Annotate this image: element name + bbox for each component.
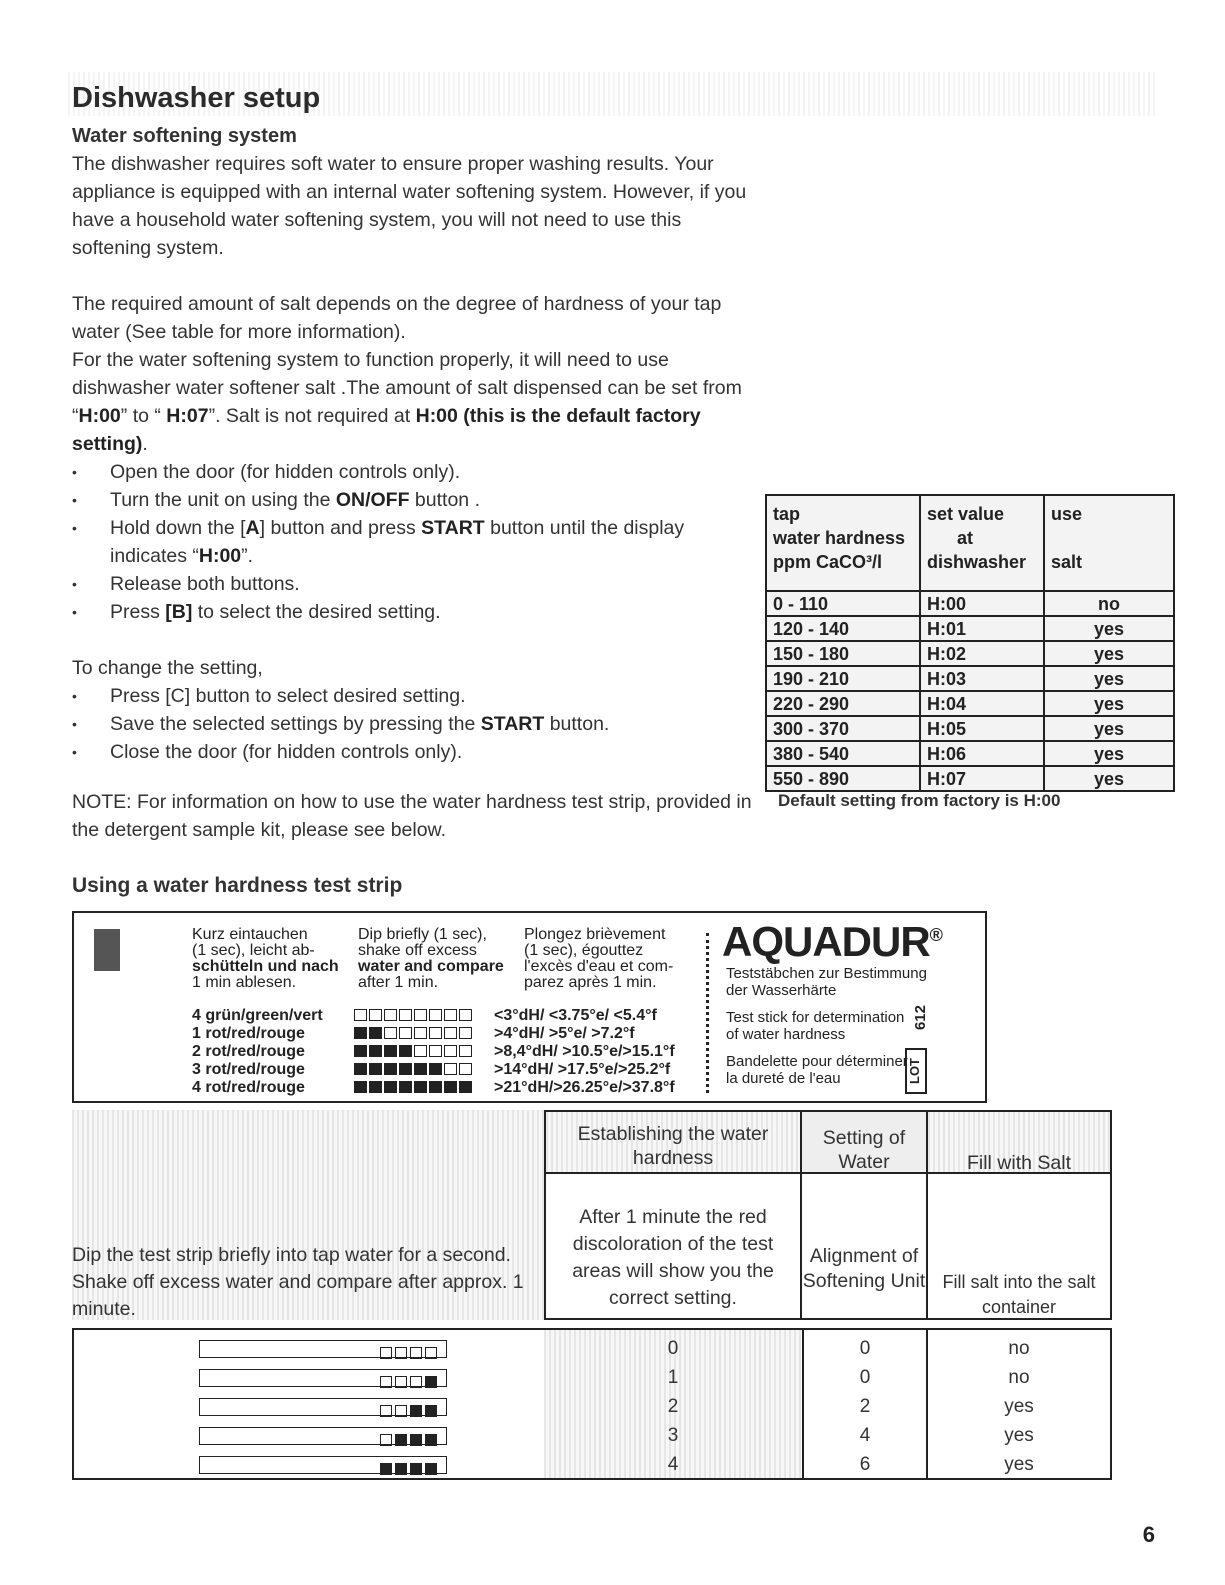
lot-number: 612: [912, 1005, 929, 1031]
hardness-value: 3: [667, 1425, 679, 1446]
salt-table-header: [766, 495, 1174, 591]
strip-pad: [380, 1405, 392, 1417]
intro-text: Dip the test strip briefly into tap water for a second. Shake off excess water and compare after approx. 1 minute.: [72, 1244, 524, 1320]
strip-pad: [395, 1347, 407, 1359]
hardness-range-cell: 120 - 140: [766, 616, 920, 641]
salt-table-row: [766, 741, 1174, 766]
hardness-range-cell: 0 - 110: [766, 591, 920, 616]
strip-hardness-value: >14°dH/ >17.5°e/>25.2°f: [494, 1061, 671, 1078]
hardness-range-cell: 220 - 290: [766, 691, 920, 716]
strip-color-label: 1 rot/red/rouge: [192, 1025, 305, 1042]
setting-value: 2: [859, 1396, 871, 1417]
strip-pad: [425, 1376, 437, 1388]
strip-pad: [395, 1405, 407, 1417]
use-salt-cell: yes: [1044, 616, 1174, 641]
use-salt-cell: no: [1044, 591, 1174, 616]
strip-pad: [425, 1347, 437, 1359]
set-value-cell: H:07: [920, 766, 1044, 791]
set-value-cell: H:03: [920, 666, 1044, 691]
strip-bar: [199, 1398, 447, 1416]
strip-square-rows: [354, 1008, 474, 1098]
use-salt-cell: yes: [1044, 641, 1174, 666]
strip-pad: [395, 1463, 407, 1475]
softening-intro: The dishwasher requires soft water to ensure proper washing results. Your appliance is equipped with an internal water softening system. However, if you have a household water softening system, you will not need to use this softening system.: [72, 153, 747, 259]
set-value-cell: H:06: [920, 741, 1044, 766]
step-turn-on: • Turn the unit on using the ON/OFF button .: [72, 486, 762, 514]
aquadur-description: Teststäbchen zur Bestimmung der Wasserhärte Test stick for determination of water hardness Bandelette pour déterminer la dureté de l'eau: [726, 965, 927, 1087]
strip-square: [414, 1063, 427, 1075]
strip-square: [459, 1045, 472, 1057]
hardness-column: [544, 1328, 802, 1480]
use-salt-cell: yes: [1044, 666, 1174, 691]
salt-table-row: [766, 591, 1174, 616]
strip-square: [354, 1009, 367, 1021]
setting-value: 6: [859, 1454, 871, 1475]
strip-pad: [425, 1405, 437, 1417]
strip-bar: [199, 1427, 447, 1445]
hardness-value: 1: [667, 1367, 679, 1388]
strip-color-label: 4 grün/green/vert: [192, 1007, 323, 1024]
strip-pad: [410, 1463, 422, 1475]
strip-pad: [410, 1376, 422, 1388]
salt-table-row: [766, 766, 1174, 791]
salt-value: no: [1008, 1338, 1030, 1359]
change-step-save: • Save the selected settings by pressing the START button.: [72, 710, 762, 738]
step-release: • Release both buttons.: [72, 570, 762, 598]
hardness-range-cell: 190 - 210: [766, 666, 920, 691]
strip-square: [384, 1045, 397, 1057]
header-use-salt: use salt: [1044, 495, 1174, 591]
salt-table-row: [766, 716, 1174, 741]
strip-pad: [395, 1434, 407, 1446]
step-hold-a: • Hold down the [A] button and press START button until the display indicates “H:00”.: [72, 514, 762, 570]
test-strip-heading: Using a water hardness test strip: [72, 874, 403, 897]
strip-square: [384, 1009, 397, 1021]
salt-value: yes: [1004, 1425, 1034, 1446]
default-setting-note: Default setting from factory is H:00: [778, 791, 1061, 810]
salt-value: no: [1008, 1367, 1030, 1388]
strip-square: [444, 1063, 457, 1075]
header-tap: tap water hardness ppm CaCO³/l: [766, 495, 920, 591]
setting-value: 0: [859, 1367, 871, 1388]
strip-bar: [199, 1340, 447, 1358]
strip-swatch: [94, 929, 120, 971]
strip-color-label: 3 rot/red/rouge: [192, 1061, 305, 1078]
strip-hardness-value: >21°dH/>26.25°e/>37.8°f: [494, 1079, 675, 1096]
strip-divider: [706, 933, 712, 1093]
strip-color-label: 2 rot/red/rouge: [192, 1043, 305, 1060]
set-value-cell: H:04: [920, 691, 1044, 716]
strip-square: [414, 1027, 427, 1039]
strip-square-row: [354, 1080, 474, 1098]
salt-table-row: [766, 691, 1174, 716]
set-value-cell: H:01: [920, 616, 1044, 641]
strip-square: [444, 1027, 457, 1039]
strip-square: [354, 1045, 367, 1057]
step-press-b: • Press [B] to select the desired setting.: [72, 598, 762, 626]
page-title: Dishwasher setup: [72, 82, 321, 114]
header-establishing: Establishing the water hardness: [544, 1110, 802, 1174]
use-salt-cell: yes: [1044, 766, 1174, 791]
change-step-close: • Close the door (for hidden controls only).: [72, 738, 762, 766]
strip-square-row: [354, 1026, 474, 1044]
strip-pad: [425, 1463, 437, 1475]
strip-square: [399, 1063, 412, 1075]
step-open-door: • Open the door (for hidden controls only).: [72, 458, 762, 486]
strip-square: [429, 1063, 442, 1075]
set-value-cell: H:05: [920, 716, 1044, 741]
setting-column: [802, 1328, 928, 1480]
strip-square-row: [354, 1062, 474, 1080]
english-instructions: Dip briefly (1 sec), shake off excess water and compare after 1 min.: [358, 926, 504, 991]
note-text: NOTE: For information on how to use the water hardness test strip, provided in the detergent sample kit, please see below.: [72, 791, 752, 841]
strip-pad: [380, 1347, 392, 1359]
strip-bar: [199, 1369, 447, 1387]
strip-square: [459, 1009, 472, 1021]
desc-fill-salt: Fill salt into the salt container: [928, 1174, 1112, 1320]
strip-hardness-value: >4°dH/ >5°e/ >7.2°f: [494, 1025, 635, 1042]
change-intro: To change the setting,: [72, 657, 263, 679]
hardness-range-cell: 150 - 180: [766, 641, 920, 666]
strip-square: [369, 1081, 382, 1093]
salt-table-row: [766, 641, 1174, 666]
strip-square: [369, 1063, 382, 1075]
strip-pad: [410, 1434, 422, 1446]
salt-table-row: [766, 666, 1174, 691]
test-strip-table: [72, 1110, 1112, 1480]
hardness-range-cell: 380 - 540: [766, 741, 920, 766]
intro-cell: [72, 1110, 544, 1320]
strip-bar: [199, 1456, 447, 1474]
salt-paragraph-1: The required amount of salt depends on the degree of hardness of your tap water (See table for more information).: [72, 293, 722, 343]
salt-table-row: [766, 616, 1174, 641]
strip-square: [429, 1009, 442, 1021]
strip-pad: [380, 1463, 392, 1475]
hardness-value: 0: [667, 1338, 679, 1359]
strip-square: [429, 1045, 442, 1057]
strip-square: [444, 1045, 457, 1057]
hardness-value: 4: [667, 1454, 679, 1475]
german-instructions: Kurz eintauchen (1 sec), leicht ab- schütteln und nach 1 min ablesen.: [192, 926, 339, 991]
setting-value: 4: [859, 1425, 871, 1446]
strip-pad: [410, 1347, 422, 1359]
strip-square: [384, 1081, 397, 1093]
set-value-cell: H:00: [920, 591, 1044, 616]
salt-value: yes: [1004, 1396, 1034, 1417]
water-softening-heading: Water softening system: [72, 125, 297, 147]
strip-square: [384, 1027, 397, 1039]
french-instructions: Plongez brièvement (1 sec), égouttez l'excès d'eau et com- parez après 1 min.: [524, 926, 674, 991]
header-set-value: set value at dishwasher: [920, 495, 1044, 591]
strip-square: [459, 1027, 472, 1039]
strip-square: [414, 1009, 427, 1021]
hardness-range-cell: 550 - 890: [766, 766, 920, 791]
strip-square: [369, 1009, 382, 1021]
strip-square: [354, 1081, 367, 1093]
desc-establishing: After 1 minute the red discoloration of the test areas will show you the correct setting.: [544, 1174, 802, 1320]
strip-pad: [380, 1434, 392, 1446]
strip-square: [369, 1027, 382, 1039]
hardness-range-cell: 300 - 370: [766, 716, 920, 741]
strip-square: [444, 1081, 457, 1093]
strip-hardness-value: <3°dH/ <3.75°e/ <5.4°f: [494, 1007, 657, 1024]
lot-box: LOT: [905, 1048, 927, 1094]
use-salt-cell: yes: [1044, 691, 1174, 716]
salt-paragraph-2: For the water softening system to function properly, it will need to use dishwasher water softener salt .The amount of salt dispensed can be set from “H:00” to “ H:07”. Salt is not required at H:00 (this is the default factory setting).: [72, 349, 742, 455]
strip-pad: [395, 1376, 407, 1388]
strip-square: [444, 1009, 457, 1021]
page-number: 6: [1142, 1522, 1155, 1547]
strip-square: [354, 1063, 367, 1075]
strip-square: [399, 1045, 412, 1057]
salt-table: [765, 494, 1175, 792]
strip-square: [414, 1045, 427, 1057]
strip-square: [384, 1063, 397, 1075]
strip-square: [429, 1081, 442, 1093]
header-fill-salt: Fill with Salt: [928, 1110, 1112, 1174]
strip-pad: [425, 1434, 437, 1446]
use-salt-cell: yes: [1044, 716, 1174, 741]
strip-square: [399, 1009, 412, 1021]
strip-square-row: [354, 1044, 474, 1062]
strip-square: [369, 1045, 382, 1057]
salt-value: yes: [1004, 1454, 1034, 1475]
strip-square-row: [354, 1008, 474, 1026]
use-salt-cell: yes: [1044, 741, 1174, 766]
desc-setting: Alignment of Softening Unit: [802, 1174, 928, 1320]
change-step-c: • Press [C] button to select desired setting.: [72, 682, 762, 710]
header-setting: Setting of Water: [802, 1110, 928, 1174]
strip-square: [459, 1063, 472, 1075]
strip-pad: [410, 1405, 422, 1417]
set-value-cell: H:02: [920, 641, 1044, 666]
strip-value-list: [494, 1007, 675, 1097]
strip-square: [414, 1081, 427, 1093]
salt-amount-text: [72, 290, 762, 766]
aquadur-logo: AQUADUR®: [722, 918, 942, 965]
strip-bars-cell: [72, 1328, 544, 1480]
strip-square: [399, 1027, 412, 1039]
strip-square: [459, 1081, 472, 1093]
hardness-value: 2: [667, 1396, 679, 1417]
strip-hardness-value: >8,4°dH/ >10.5°e/>15.1°f: [494, 1043, 675, 1060]
strip-color-label: 4 rot/red/rouge: [192, 1079, 305, 1096]
strip-square: [399, 1081, 412, 1093]
strip-square: [429, 1027, 442, 1039]
strip-pad: [380, 1376, 392, 1388]
setting-value: 0: [859, 1338, 871, 1359]
strip-color-list: [192, 1007, 323, 1097]
salt-column: [928, 1328, 1112, 1480]
strip-square: [354, 1027, 367, 1039]
